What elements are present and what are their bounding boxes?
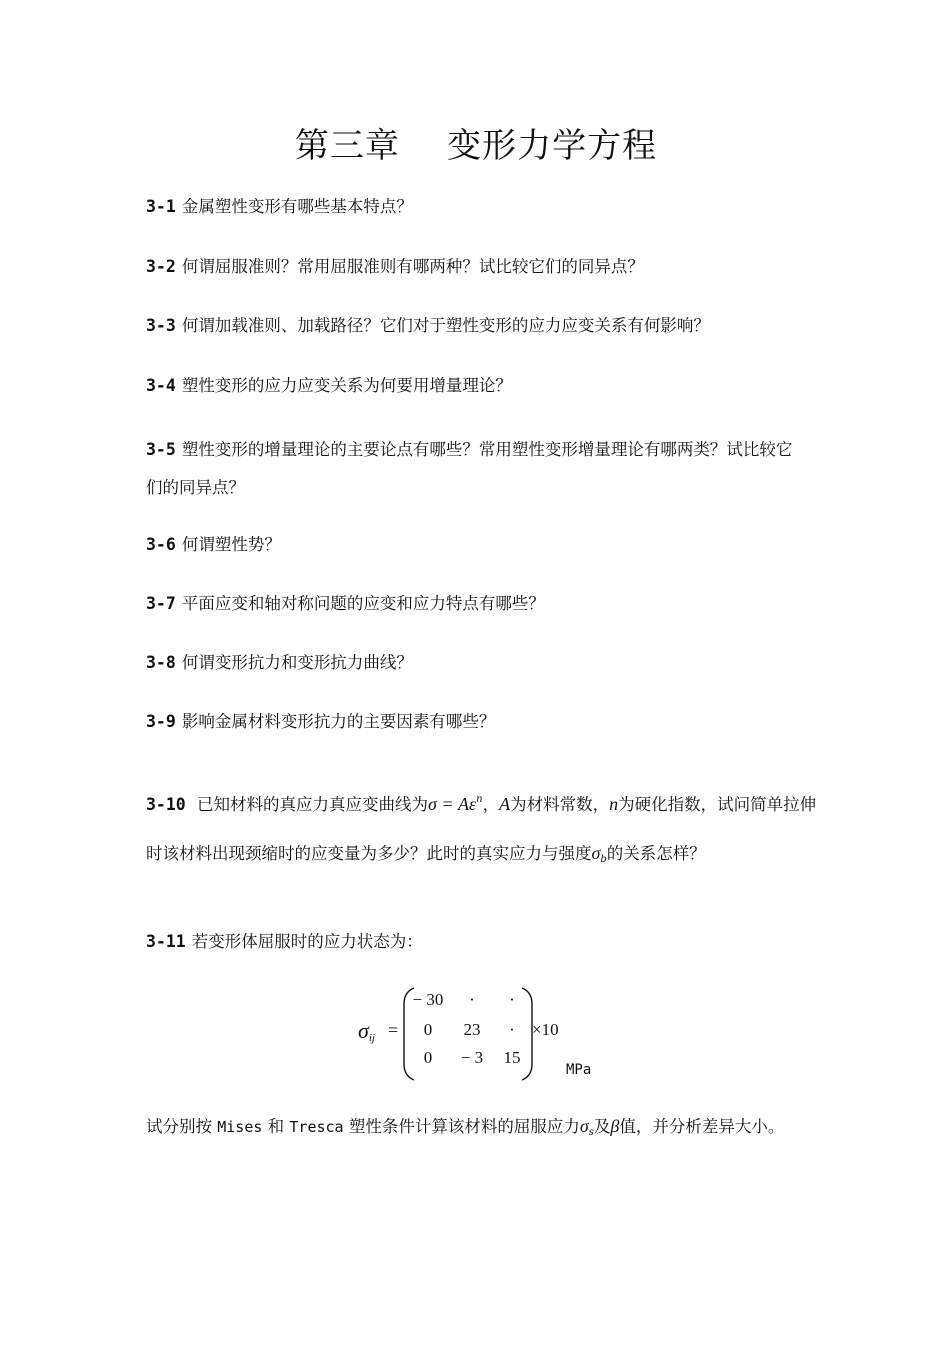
question-text-part: 已知材料的真应力真应变曲线为 bbox=[197, 795, 428, 814]
term-mises: Mises bbox=[217, 1118, 263, 1136]
chapter-title: 第三章 变形力学方程 bbox=[294, 126, 658, 166]
matrix-lhs-sigma: σ bbox=[358, 1018, 369, 1043]
formula-a-epsilon: Aε bbox=[458, 794, 477, 814]
text-part: 及 bbox=[593, 1117, 611, 1136]
question-text: 若变形体屈服时的应力状态为： bbox=[191, 932, 423, 951]
matrix-cell: · bbox=[509, 1020, 515, 1039]
question-text-part: 的关系怎样？ bbox=[606, 844, 706, 863]
question-3-2 bbox=[146, 252, 818, 282]
question-3-9 bbox=[146, 707, 818, 737]
question-3-10 bbox=[146, 776, 818, 884]
matrix-equals: = bbox=[388, 1020, 399, 1040]
question-3-3 bbox=[146, 311, 818, 341]
question-text: 金属塑性变形有哪些基本特点？ bbox=[181, 197, 413, 216]
symbol-sigma-b: σ bbox=[591, 843, 601, 863]
question-3-1 bbox=[146, 192, 818, 222]
question-number: 3-2 bbox=[146, 257, 176, 276]
symbol-beta: β bbox=[610, 1116, 620, 1136]
question-3-7 bbox=[146, 589, 818, 619]
text-part: 试分别按 bbox=[146, 1117, 212, 1136]
formula-sigma: σ bbox=[428, 794, 437, 814]
matrix-cell: · bbox=[469, 990, 475, 1009]
question-number: 3-7 bbox=[146, 594, 176, 613]
matrix-cell: − 30 bbox=[412, 990, 444, 1009]
symbol-sigma-s: σ bbox=[579, 1116, 589, 1136]
formula-equals: = bbox=[436, 794, 459, 814]
question-3-11 bbox=[146, 927, 818, 957]
question-text: 塑性变形的应力应变关系为何要用增量理论？ bbox=[181, 376, 512, 395]
term-tresca: Tresca bbox=[289, 1118, 344, 1136]
matrix-multiplier: ×10 bbox=[532, 1020, 559, 1039]
matrix-unit: MPa bbox=[566, 1062, 592, 1078]
stress-tensor-matrix bbox=[352, 984, 612, 1084]
text-part: 值，并分析差异大小。 bbox=[619, 1117, 785, 1136]
question-number: 3-3 bbox=[146, 316, 176, 335]
question-3-11-continuation bbox=[146, 1108, 818, 1151]
question-number: 3-5 bbox=[146, 440, 176, 459]
symbol-a: A bbox=[499, 794, 511, 814]
question-text-part: ， bbox=[482, 795, 500, 814]
question-text: 何谓变形抗力和变形抗力曲线？ bbox=[181, 653, 413, 672]
question-text: 何谓塑性势？ bbox=[181, 535, 281, 554]
question-3-4 bbox=[146, 371, 818, 401]
question-text: 何谓屈服准则？常用屈服准则有哪两种？试比较它们的同异点？ bbox=[181, 257, 644, 276]
question-text: 塑性变形的增量理论的主要论点有哪些？常用塑性变形增量理论有哪两类？试比较它们的同异点？ bbox=[146, 440, 793, 497]
question-text: 影响金属材料变形抗力的主要因素有哪些？ bbox=[181, 712, 496, 731]
question-text: 何谓加载准则、加载路径？它们对于塑性变形的应力应变关系有何影响？ bbox=[181, 316, 710, 335]
matrix-cell: 15 bbox=[503, 1048, 521, 1067]
question-3-6 bbox=[146, 530, 818, 560]
matrix-cell: 0 bbox=[423, 1048, 433, 1067]
text-part: 塑性条件计算该材料的屈服应力 bbox=[348, 1117, 580, 1136]
matrix-cell: 0 bbox=[423, 1020, 433, 1039]
symbol-sigma-s-subscript: s bbox=[588, 1127, 594, 1138]
matrix-lhs-subscript: ij bbox=[368, 1032, 375, 1044]
question-number: 3-6 bbox=[146, 535, 176, 554]
matrix-cell: · bbox=[509, 990, 515, 1009]
question-3-5 bbox=[146, 431, 806, 507]
question-text-part: 为硬化指数，试问简单拉伸时该材料出现颈缩时的应变量为多少？此时的真实应力与强度 bbox=[146, 795, 817, 863]
formula-exponent-n: n bbox=[476, 794, 483, 805]
matrix-cell: − 3 bbox=[460, 1048, 484, 1067]
matrix-lhs bbox=[358, 1018, 375, 1044]
matrix-cell: 23 bbox=[463, 1020, 481, 1039]
question-number: 3-8 bbox=[146, 653, 176, 672]
question-number: 3-4 bbox=[146, 376, 176, 395]
symbol-n: n bbox=[609, 794, 619, 814]
question-number: 3-10 bbox=[146, 795, 186, 814]
question-number: 3-11 bbox=[146, 932, 186, 951]
question-text: 平面应变和轴对称问题的应变和应力特点有哪些？ bbox=[181, 594, 545, 613]
question-text-part: 为材料常数， bbox=[510, 795, 610, 814]
question-number: 3-9 bbox=[146, 712, 176, 731]
question-number: 3-1 bbox=[146, 197, 176, 216]
symbol-sigma-b-subscript: b bbox=[600, 854, 607, 865]
question-3-8 bbox=[146, 648, 818, 678]
text-part: 和 bbox=[267, 1117, 285, 1136]
